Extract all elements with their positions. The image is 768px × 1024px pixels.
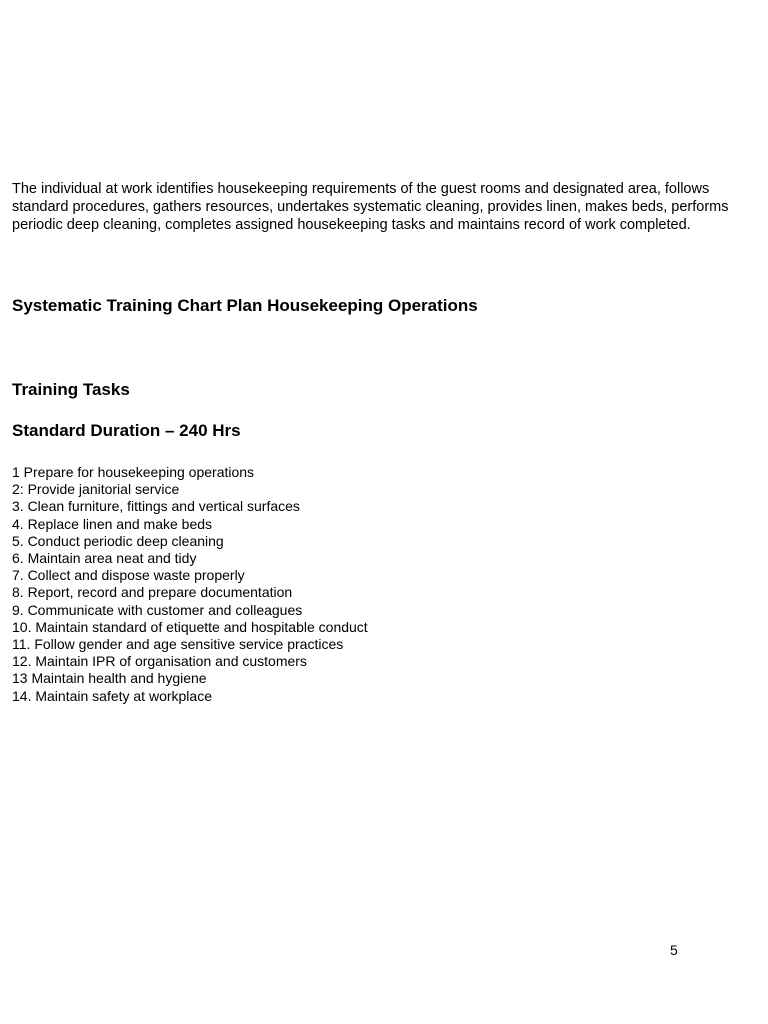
- task-item: 13 Maintain health and hygiene: [12, 670, 207, 687]
- task-item: 8. Report, record and prepare documentation: [12, 584, 293, 601]
- task-item: 7. Collect and dispose waste properly: [12, 567, 245, 584]
- task-item: 4. Replace linen and make beds: [12, 515, 213, 532]
- task-list: [12, 464, 368, 705]
- task-item: 5. Conduct periodic deep cleaning: [12, 532, 224, 549]
- training-tasks-heading: Training Tasks: [12, 380, 130, 399]
- standard-duration-heading: Standard Duration – 240 Hrs: [12, 421, 241, 440]
- task-item: 14. Maintain safety at workplace: [12, 687, 212, 704]
- task-item: 3. Clean furniture, fittings and vertical surfaces: [12, 498, 300, 515]
- task-item: 10. Maintain standard of etiquette and hospitable conduct: [12, 618, 368, 635]
- task-item: 6. Maintain area neat and tidy: [12, 550, 197, 567]
- intro-paragraph: The individual at work identifies housekeeping requirements of the guest rooms and designated area, follows standard procedures, gathers resources, undertakes systematic cleaning, provides linen, makes beds, performs periodic deep cleaning, completes assigned housekeeping tasks and maintains record of work completed.: [12, 181, 729, 233]
- task-item: 9. Communicate with customer and colleagues: [12, 601, 303, 618]
- page-number: 5: [670, 942, 678, 958]
- task-item: 11. Follow gender and age sensitive service practices: [12, 636, 344, 653]
- task-item: 1 Prepare for housekeeping operations: [12, 464, 255, 480]
- plan-title: Systematic Training Chart Plan Housekeeping Operations: [12, 296, 478, 315]
- task-item: 12. Maintain IPR of organisation and customers: [12, 653, 307, 670]
- task-item: 2: Provide janitorial service: [12, 481, 180, 498]
